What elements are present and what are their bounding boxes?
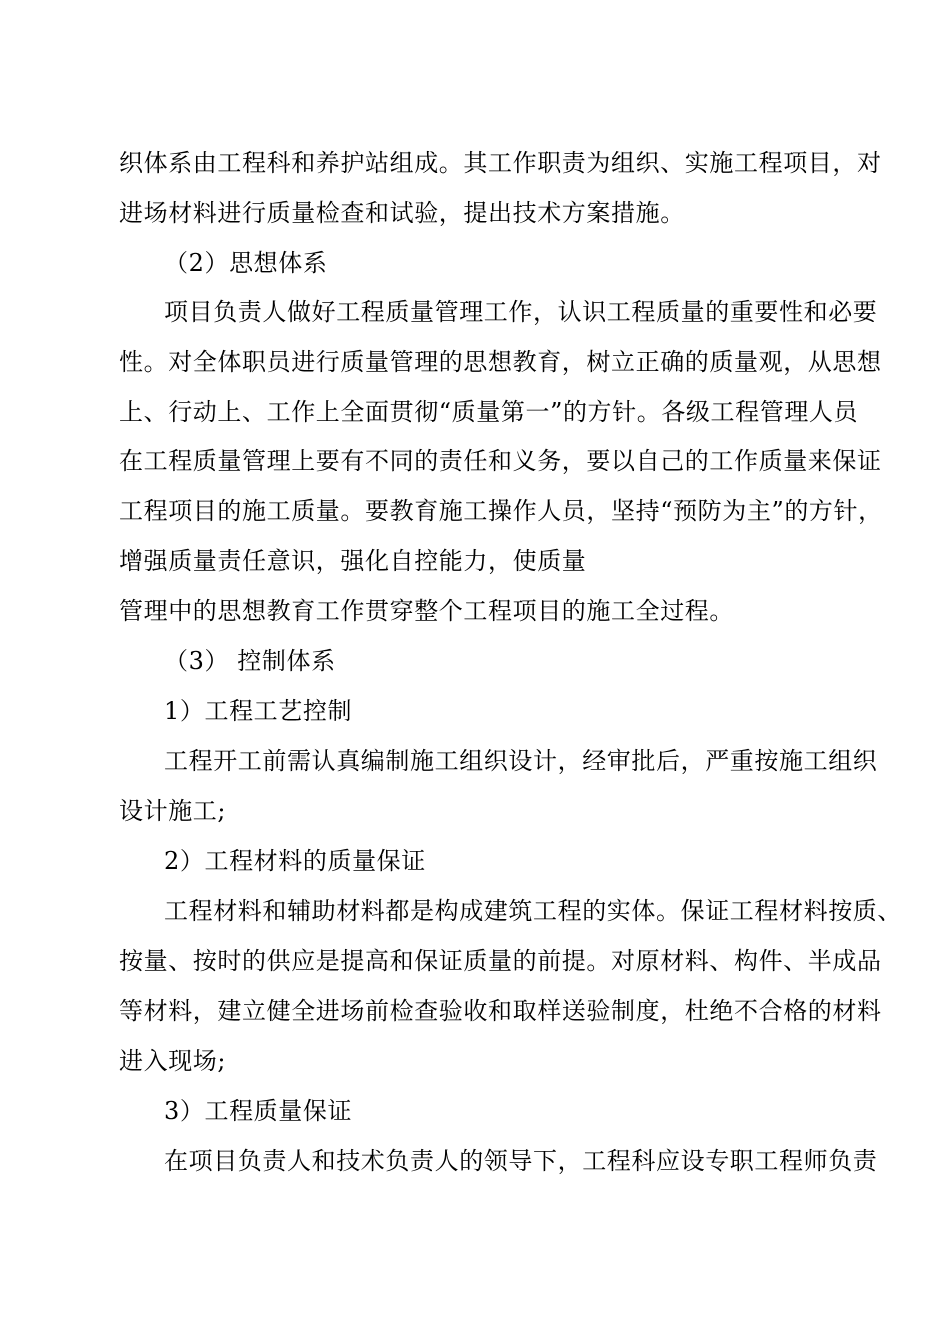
text-line: 按量、按时的供应是提高和保证质量的前提。对原材料、构件、半成品 [119,947,882,975]
text-line: 在工程质量管理上要有不同的责任和义务，要以自己的工作质量来保证 [119,447,882,475]
text-line: 上、行动上、工作上全面贯彻“质量第一”的方针。各级工程管理人员 [119,398,859,426]
text-line: 增强质量责任意识，强化自控能力，使质量 [119,547,587,575]
subsection-heading: 3）工程质量保证 [164,1097,353,1125]
text-line: 项目负责人做好工程质量管理工作，认识工程质量的重要性和必要 [164,298,878,326]
text-line: 进场材料进行质量检查和试验，提出技术方案措施。 [119,199,685,227]
section-heading: （3） 控制体系 [164,647,336,675]
text-line: 工程开工前需认真编制施工组织设计，经审批后，严重按施工组织 [164,747,878,775]
text-line: 工程项目的施工质量。要教育施工操作人员，坚持“预防为主”的方针， [119,497,883,525]
text-line: 工程材料和辅助材料都是构成建筑工程的实体。保证工程材料按质、 [164,897,902,925]
text-line: 进入现场; [119,1047,227,1075]
text-line: 在项目负责人和技术负责人的领导下，工程科应设专职工程师负责 [164,1147,878,1175]
text-line: 等材料，建立健全进场前检查验收和取样送验制度，杜绝不合格的材料 [119,997,882,1025]
text-line: 织体系由工程科和养护站组成。其工作职责为组织、实施工程项目，对 [119,149,882,177]
text-line: 管理中的思想教育工作贯穿整个工程项目的施工全过程。 [119,597,734,625]
subsection-heading: 1）工程工艺控制 [164,697,353,725]
text-line: 设计施工; [119,797,227,825]
section-heading: （2）思想体系 [164,249,328,277]
text-line: 性。对全体职员进行质量管理的思想教育，树立正确的质量观，从思想 [119,348,882,376]
subsection-heading: 2）工程材料的质量保证 [164,847,426,875]
